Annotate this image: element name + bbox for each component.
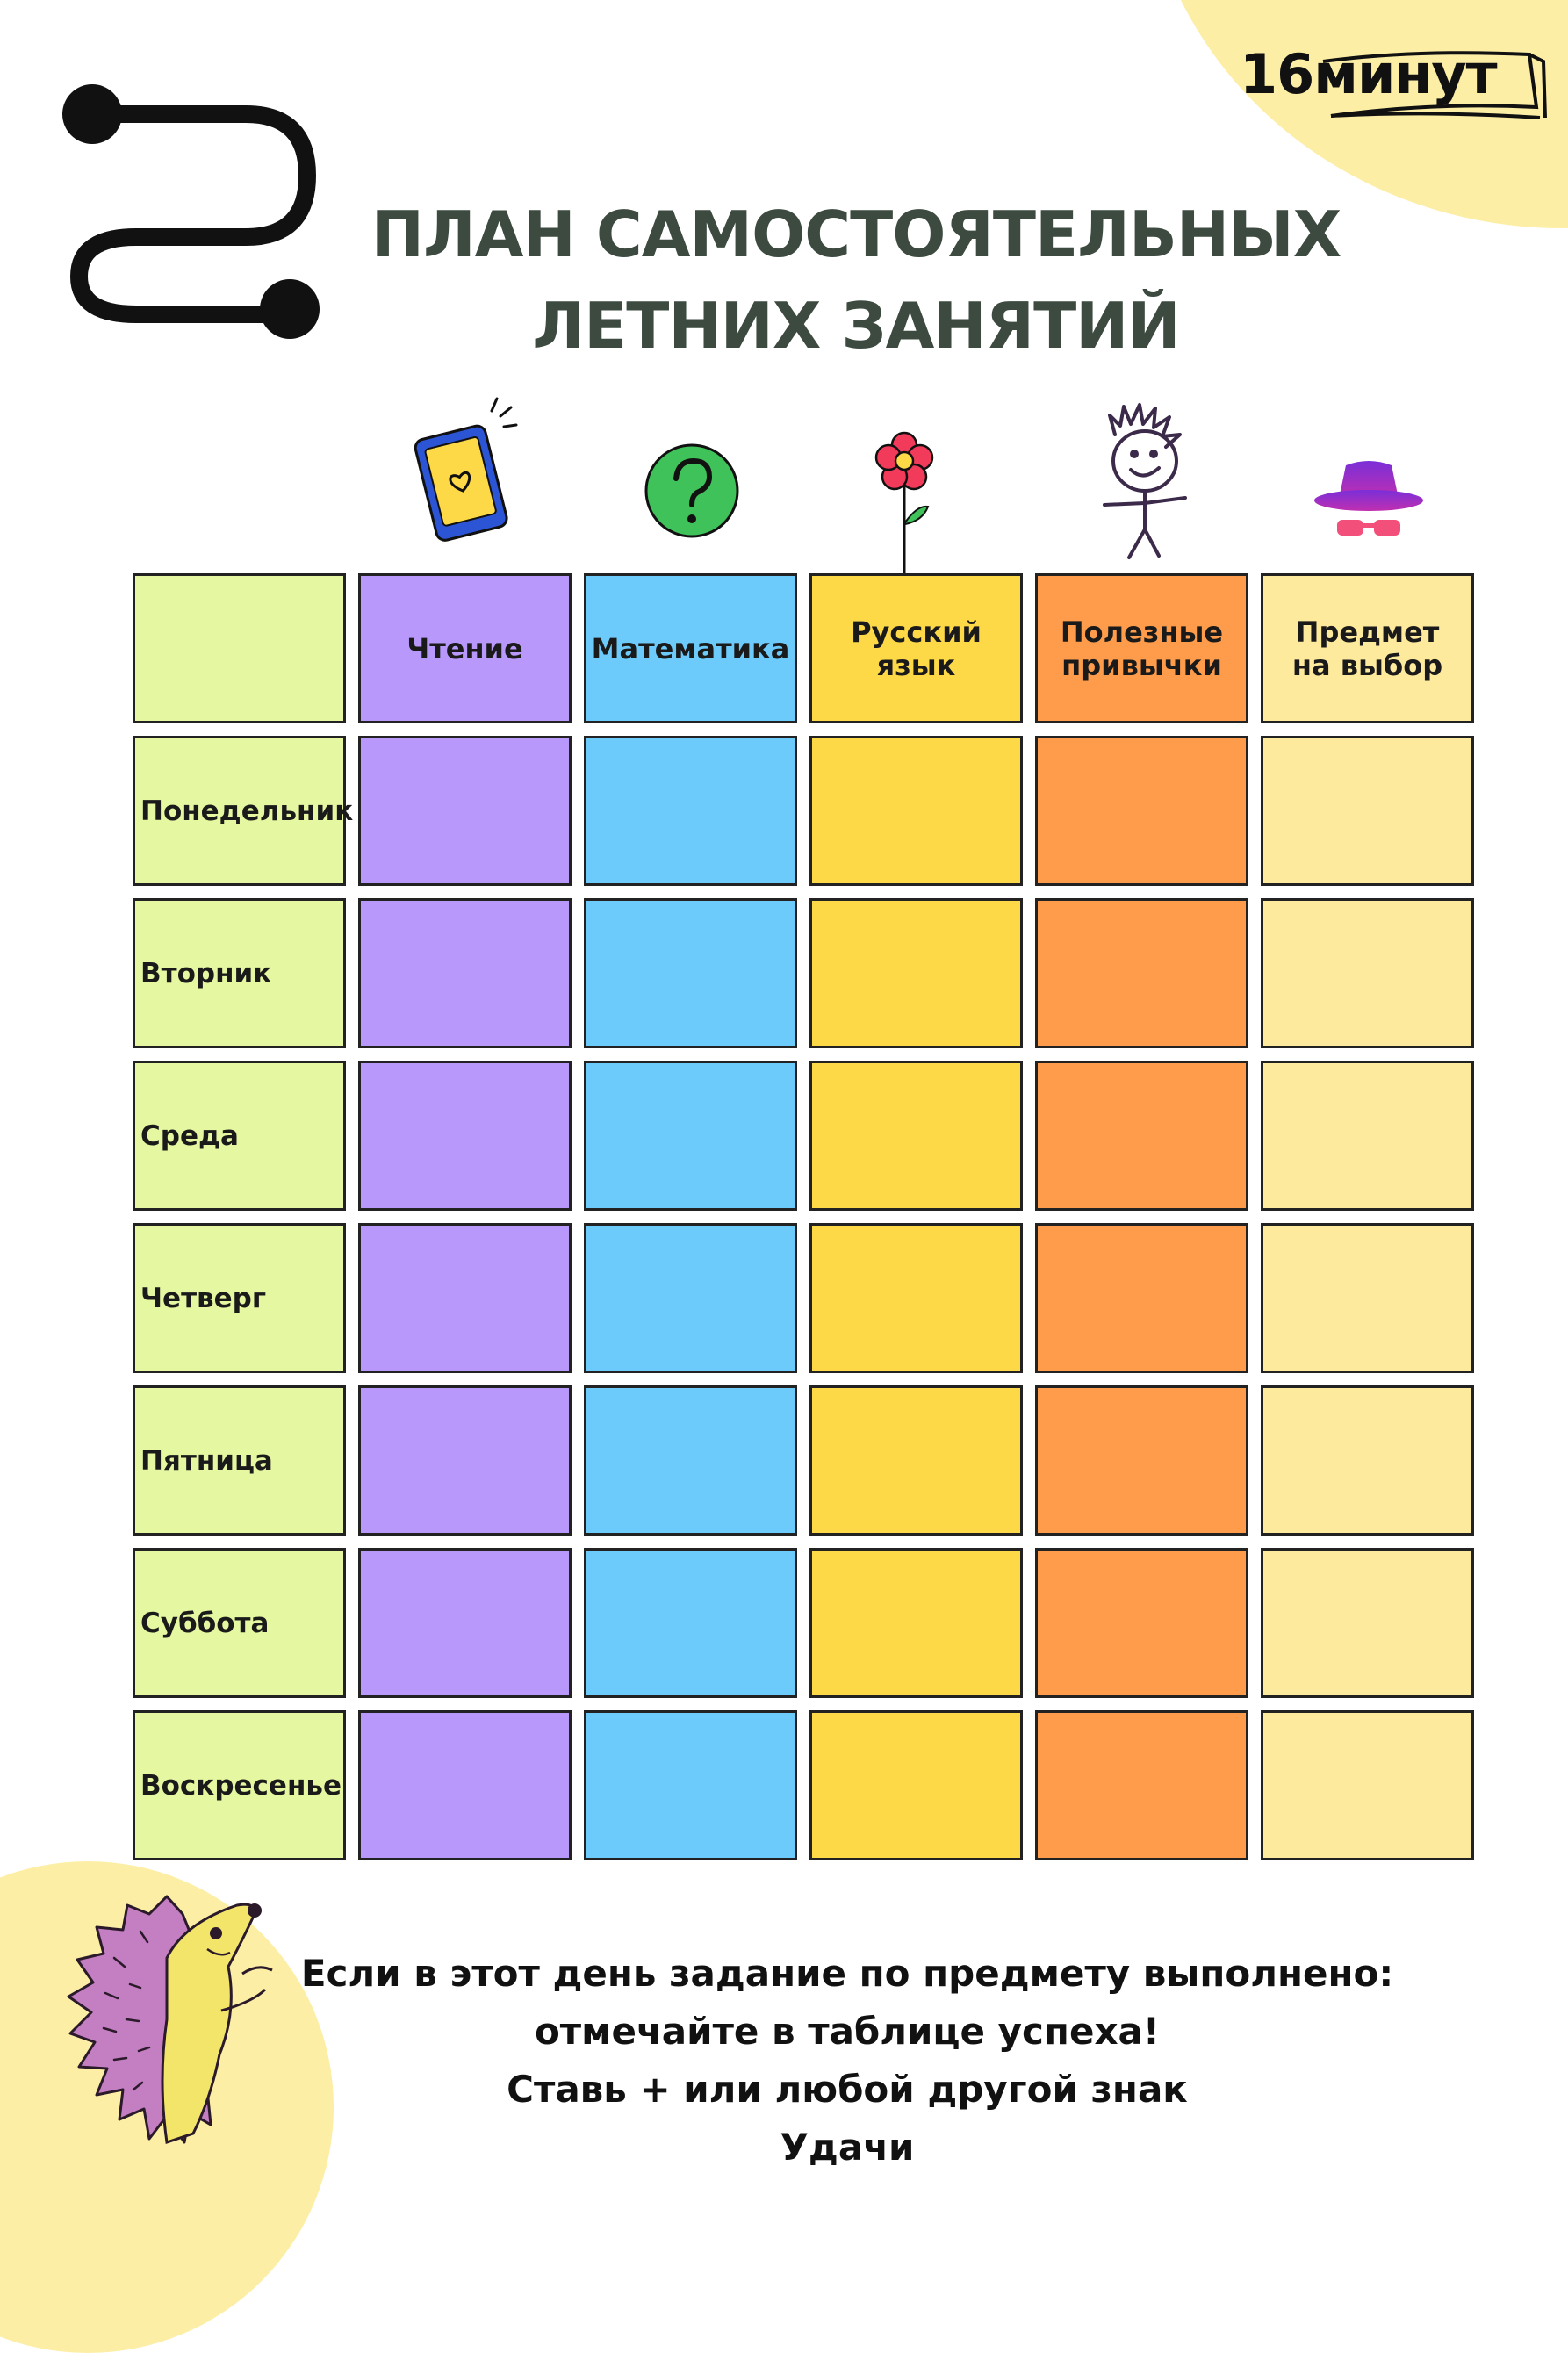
checkbox-cell-habits[interactable] — [1035, 1548, 1248, 1698]
checkbox-cell-russian[interactable] — [809, 1061, 1023, 1211]
instructions-line-2: отмечайте в таблице успеха! — [534, 2010, 1161, 2053]
day-label: Понедельник — [133, 736, 346, 886]
header-math: Математика — [584, 573, 797, 723]
day-label: Среда — [133, 1061, 346, 1211]
checkbox-cell-elective[interactable] — [1261, 1548, 1474, 1698]
day-label: Воскресенье — [133, 1710, 346, 1860]
checkbox-cell-math[interactable] — [584, 1061, 797, 1211]
checkbox-cell-math[interactable] — [584, 1548, 797, 1698]
route-icon — [53, 79, 334, 342]
flower-icon — [865, 426, 944, 575]
checkbox-cell-math[interactable] — [584, 736, 797, 886]
stick-figure-icon — [1089, 399, 1203, 566]
spy-hat-glasses-icon — [1313, 457, 1427, 544]
checkbox-cell-math[interactable] — [584, 898, 797, 1048]
header-corner — [133, 573, 346, 723]
hedgehog-icon — [35, 1879, 298, 2186]
checkbox-cell-russian[interactable] — [809, 736, 1023, 886]
header-russian — [809, 573, 1023, 723]
checkbox-cell-habits[interactable] — [1035, 1385, 1248, 1536]
schedule-table — [133, 573, 1474, 2023]
logo-text: 16минут — [1240, 42, 1497, 106]
checkbox-cell-habits[interactable] — [1035, 1710, 1248, 1860]
checkbox-cell-russian[interactable] — [809, 1710, 1023, 1860]
header-elective — [1261, 573, 1474, 723]
page-title — [334, 189, 1378, 371]
title-line-2: ЛЕТНИХ ЗАНЯТИЙ — [532, 289, 1180, 363]
checkbox-cell-elective[interactable] — [1261, 1710, 1474, 1860]
header-reading: Чтение — [358, 573, 572, 723]
checkbox-cell-reading[interactable] — [358, 1710, 572, 1860]
header-habits — [1035, 573, 1248, 723]
checkbox-cell-habits[interactable] — [1035, 898, 1248, 1048]
instructions-line-1: Если в этот день задание по предмету выполнено: — [300, 1952, 1394, 1995]
title-line-1: ПЛАН САМОСТОЯТЕЛЬНЫХ — [370, 198, 1341, 271]
checkbox-cell-elective[interactable] — [1261, 1385, 1474, 1536]
checkbox-cell-elective[interactable] — [1261, 736, 1474, 886]
checkbox-cell-habits[interactable] — [1035, 736, 1248, 886]
checkbox-cell-reading[interactable] — [358, 1061, 572, 1211]
day-label: Четверг — [133, 1223, 346, 1373]
checkbox-cell-elective[interactable] — [1261, 1061, 1474, 1211]
day-label: Суббота — [133, 1548, 346, 1698]
checkbox-cell-elective[interactable] — [1261, 1223, 1474, 1373]
instructions-line-4: Удачи — [780, 2126, 915, 2169]
checkbox-cell-reading[interactable] — [358, 1385, 572, 1536]
checkbox-cell-russian[interactable] — [809, 1385, 1023, 1536]
day-label: Вторник — [133, 898, 346, 1048]
checkbox-cell-reading[interactable] — [358, 1548, 572, 1698]
checkbox-cell-math[interactable] — [584, 1385, 797, 1536]
checkbox-cell-math[interactable] — [584, 1710, 797, 1860]
checkbox-cell-russian[interactable] — [809, 1223, 1023, 1373]
checkbox-cell-elective[interactable] — [1261, 898, 1474, 1048]
question-mark-icon — [643, 442, 741, 540]
instructions — [290, 1945, 1405, 2177]
checkbox-cell-reading[interactable] — [358, 736, 572, 886]
brand-logo — [1240, 26, 1547, 149]
day-label: Пятница — [133, 1385, 346, 1536]
checkbox-cell-math[interactable] — [584, 1223, 797, 1373]
header-habits-label: Полезные привычки — [1060, 615, 1224, 682]
checkbox-cell-reading[interactable] — [358, 898, 572, 1048]
checkbox-cell-reading[interactable] — [358, 1223, 572, 1373]
checkbox-cell-russian[interactable] — [809, 1548, 1023, 1698]
instructions-line-3: Ставь + или любой другой знак — [507, 2068, 1188, 2111]
checkbox-cell-habits[interactable] — [1035, 1061, 1248, 1211]
header-elective-label: Предмет на выбор — [1291, 615, 1443, 682]
tablet-heart-icon — [406, 395, 520, 553]
checkbox-cell-habits[interactable] — [1035, 1223, 1248, 1373]
header-russian-label: Русский язык — [851, 615, 982, 682]
checkbox-cell-russian[interactable] — [809, 898, 1023, 1048]
